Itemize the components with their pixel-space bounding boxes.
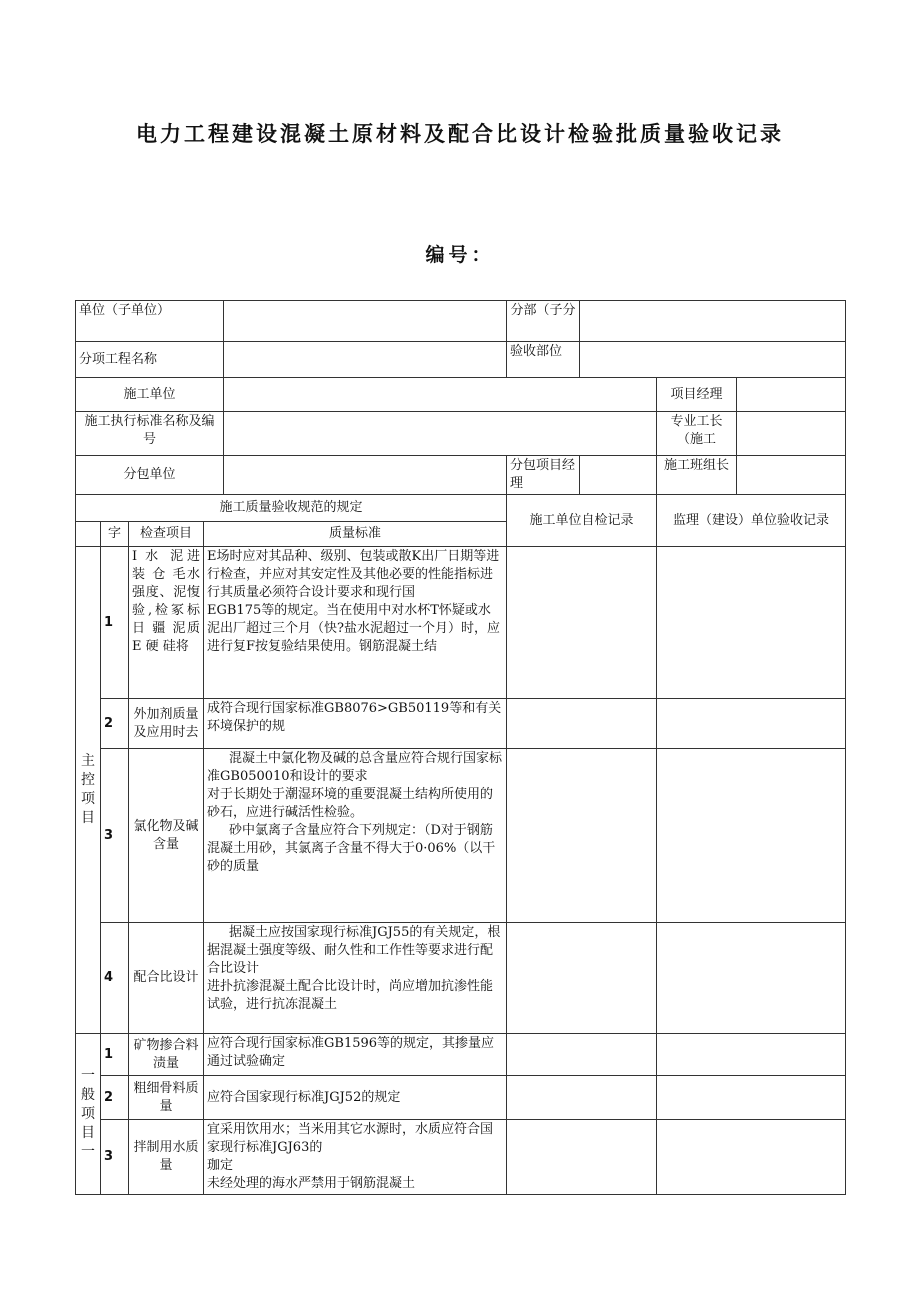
quality-standard-cell <box>204 699 507 749</box>
check-item-cell <box>129 749 204 923</box>
subcontractor-label: 分包单位 <box>123 467 176 482</box>
document-title: 电力工程建设混凝土原材料及配合比设计检验批质量验收记录 <box>136 121 784 146</box>
check-item-cell <box>129 1120 204 1195</box>
sub-pm-label: 分包项目经理 <box>510 458 576 491</box>
table-row <box>101 699 129 749</box>
project-manager-label: 项目经理 <box>670 386 723 402</box>
team-leader-label: 施工班组长 <box>664 458 730 473</box>
seq-header: 字 <box>107 526 121 541</box>
quality-standard-text: 对于长期处于潮湿环境的重要混凝土结构所使用的砂石，应进行碱活性检验。 <box>207 787 494 820</box>
supervision-cell[interactable] <box>657 1076 846 1120</box>
table-row <box>101 547 129 699</box>
sub-pm-value-cell[interactable] <box>580 456 657 495</box>
quality-standard-cell <box>204 1076 507 1120</box>
team-leader-value-cell[interactable] <box>737 456 846 495</box>
check-item-header: 检查项目 <box>139 526 192 541</box>
main-control-label: 主控项目 <box>81 753 95 826</box>
contractor-label-cell <box>76 378 224 412</box>
quality-standard-text: E场时应对其品种、级别、包装或散K出厂日期等进行检查，并应对其安定性及其他必要的性能指标进行其质量必须符合设计要求和现行国 <box>207 549 500 600</box>
quality-standard-text: 进扑抗渗混凝土配合比设计时，尚应增加抗渗性能试验，进行抗冻混凝土 <box>207 979 494 1012</box>
check-item-cell <box>129 699 204 749</box>
supervision-cell[interactable] <box>657 547 846 699</box>
quality-standard-text: EGB175等的规定。当在使用中对水杯T怀疑或水泥出厂超过三个月（快?盐水泥超过一个月）时，应进行复F按复验结果使用。钢筋混凝土结 <box>207 603 500 654</box>
item-number: 2 <box>104 1089 114 1105</box>
quality-standard-cell <box>204 749 507 923</box>
project-manager-value-cell[interactable] <box>737 378 846 412</box>
acceptance-part-label-cell <box>507 342 580 378</box>
subitem-label: 分项工程名称 <box>79 351 158 367</box>
quality-standard-text: 据凝土应按国家现行标准JGJ55的有关规定，根据混凝土强度等级、耐久性和工作性等要求进行配合比设计 <box>207 925 501 976</box>
table-row <box>101 1034 129 1076</box>
quality-standard-text: 未经处理的海水严禁用于钢筋混凝土 <box>207 1176 416 1191</box>
self-check-cell[interactable] <box>507 547 657 699</box>
subcontractor-value-cell[interactable] <box>224 456 507 495</box>
table-row <box>101 1076 129 1120</box>
subitem-value-cell[interactable] <box>224 342 507 378</box>
contractor-label: 施工单位 <box>123 386 176 402</box>
self-check-header: 施工单位自检记录 <box>529 512 634 528</box>
check-item: 拌制用水质量 <box>133 1140 199 1173</box>
item-number: 2 <box>104 715 114 731</box>
self-check-cell[interactable] <box>507 1120 657 1195</box>
check-item: I 水 泥进 装 仓 毛水强度、泥愎验,检冢标 日 疆 泥质 E 硬 硅将 <box>132 549 200 654</box>
supervision-cell[interactable] <box>657 1120 846 1195</box>
check-item: 外加剂质量及应用时去 <box>133 706 199 740</box>
subdivision-value-cell[interactable] <box>580 301 846 342</box>
quality-standard-text: 宜采用饮用水；当米用其它水源时，水质应符合国家现行标准JGJ63的 <box>207 1122 494 1155</box>
main-control-label-cell <box>76 547 101 1034</box>
unit-label: 单位（子单位） <box>79 303 171 318</box>
quality-standard-text: 成符合现行国家标准GB8076>GB50119等和有关环境保护的规 <box>207 701 502 734</box>
quality-standard-text: 珈定 <box>207 1158 234 1173</box>
contractor-value-cell[interactable] <box>224 378 657 412</box>
supervision-cell[interactable] <box>657 699 846 749</box>
acceptance-part-value-cell[interactable] <box>580 342 846 378</box>
foreman-value-cell[interactable] <box>737 412 846 456</box>
quality-standard-text: 砂中氯离子含量应符合下列规定：（D对于钢筋混凝土用砂，其氯离子含量不得大于0·06%（以干砂的质量 <box>207 823 496 874</box>
subcontractor-label-cell <box>76 456 224 495</box>
standard-label-cell <box>76 412 224 456</box>
self-check-header-cell <box>507 495 657 547</box>
check-item-cell <box>129 547 204 699</box>
blank-header-cell <box>76 522 101 547</box>
inspection-record-table <box>75 300 846 1195</box>
subdivision-label: 分部（子分 <box>510 303 576 318</box>
item-number: 4 <box>104 970 114 985</box>
quality-standard-cell <box>204 1034 507 1076</box>
check-item: 粗细骨料质量 <box>133 1080 199 1114</box>
check-item-header-cell <box>129 522 204 547</box>
quality-standard-cell <box>204 923 507 1034</box>
supervision-cell[interactable] <box>657 1034 846 1076</box>
supervision-header: 监理（建设）单位验收记录 <box>673 512 830 528</box>
item-number: 1 <box>104 614 114 630</box>
project-manager-label-cell <box>657 378 737 412</box>
quality-standard-cell <box>204 1120 507 1195</box>
quality-standard-cell <box>204 547 507 699</box>
general-label: 一般项目一 <box>81 1067 95 1160</box>
subdivision-label-cell <box>507 301 580 342</box>
table-row <box>101 1120 129 1195</box>
check-item-cell <box>129 1076 204 1120</box>
serial-number-label: 编号： <box>425 244 495 266</box>
check-item-cell <box>129 923 204 1034</box>
check-item-cell <box>129 1034 204 1076</box>
self-check-cell[interactable] <box>507 1076 657 1120</box>
unit-value-cell[interactable] <box>224 301 507 342</box>
quality-standard-text: 混凝土中氯化物及碱的总含量应符合规行国家标准GB050010和设计的要求 <box>207 751 503 784</box>
table-row <box>101 923 129 1034</box>
item-number: 3 <box>104 827 114 843</box>
supervision-header-cell <box>657 495 846 547</box>
item-number: 3 <box>104 1149 114 1164</box>
table-row <box>101 749 129 923</box>
supervision-cell[interactable] <box>657 923 846 1034</box>
standard-value-cell[interactable] <box>224 412 657 456</box>
team-leader-label-cell <box>657 456 737 495</box>
quality-std-header-cell <box>204 522 507 547</box>
general-label-cell <box>76 1034 101 1195</box>
quality-standard-text: 应符合现行国家标准GB1596等的规定，其掺量应通过试验确定 <box>207 1036 495 1069</box>
subitem-label-cell <box>76 342 224 378</box>
self-check-cell[interactable] <box>507 699 657 749</box>
acceptance-part-label: 验收部位 <box>510 344 563 359</box>
quality-standard-text: 应符合国家现行标准JGJ52的规定 <box>207 1089 401 1105</box>
sub-pm-label-cell <box>507 456 580 495</box>
self-check-cell[interactable] <box>507 749 657 923</box>
spec-header-cell <box>76 495 507 522</box>
foreman-label: 专业工长（施工 <box>670 414 723 447</box>
spec-header: 施工质量验收规范的规定 <box>219 500 363 515</box>
supervision-cell[interactable] <box>657 749 846 923</box>
check-item: 氯化物及碱含量 <box>133 818 199 852</box>
item-number: 1 <box>104 1046 114 1062</box>
seq-header-cell <box>101 522 129 547</box>
self-check-cell[interactable] <box>507 923 657 1034</box>
unit-label-cell <box>76 301 224 342</box>
standard-label: 施工执行标准名称及编号 <box>84 414 215 447</box>
self-check-cell[interactable] <box>507 1034 657 1076</box>
check-item: 配合比设计 <box>133 970 199 985</box>
quality-std-header: 质量标准 <box>329 526 382 541</box>
foreman-label-cell <box>657 412 737 456</box>
check-item: 矿物掺合料渍量 <box>133 1037 199 1071</box>
